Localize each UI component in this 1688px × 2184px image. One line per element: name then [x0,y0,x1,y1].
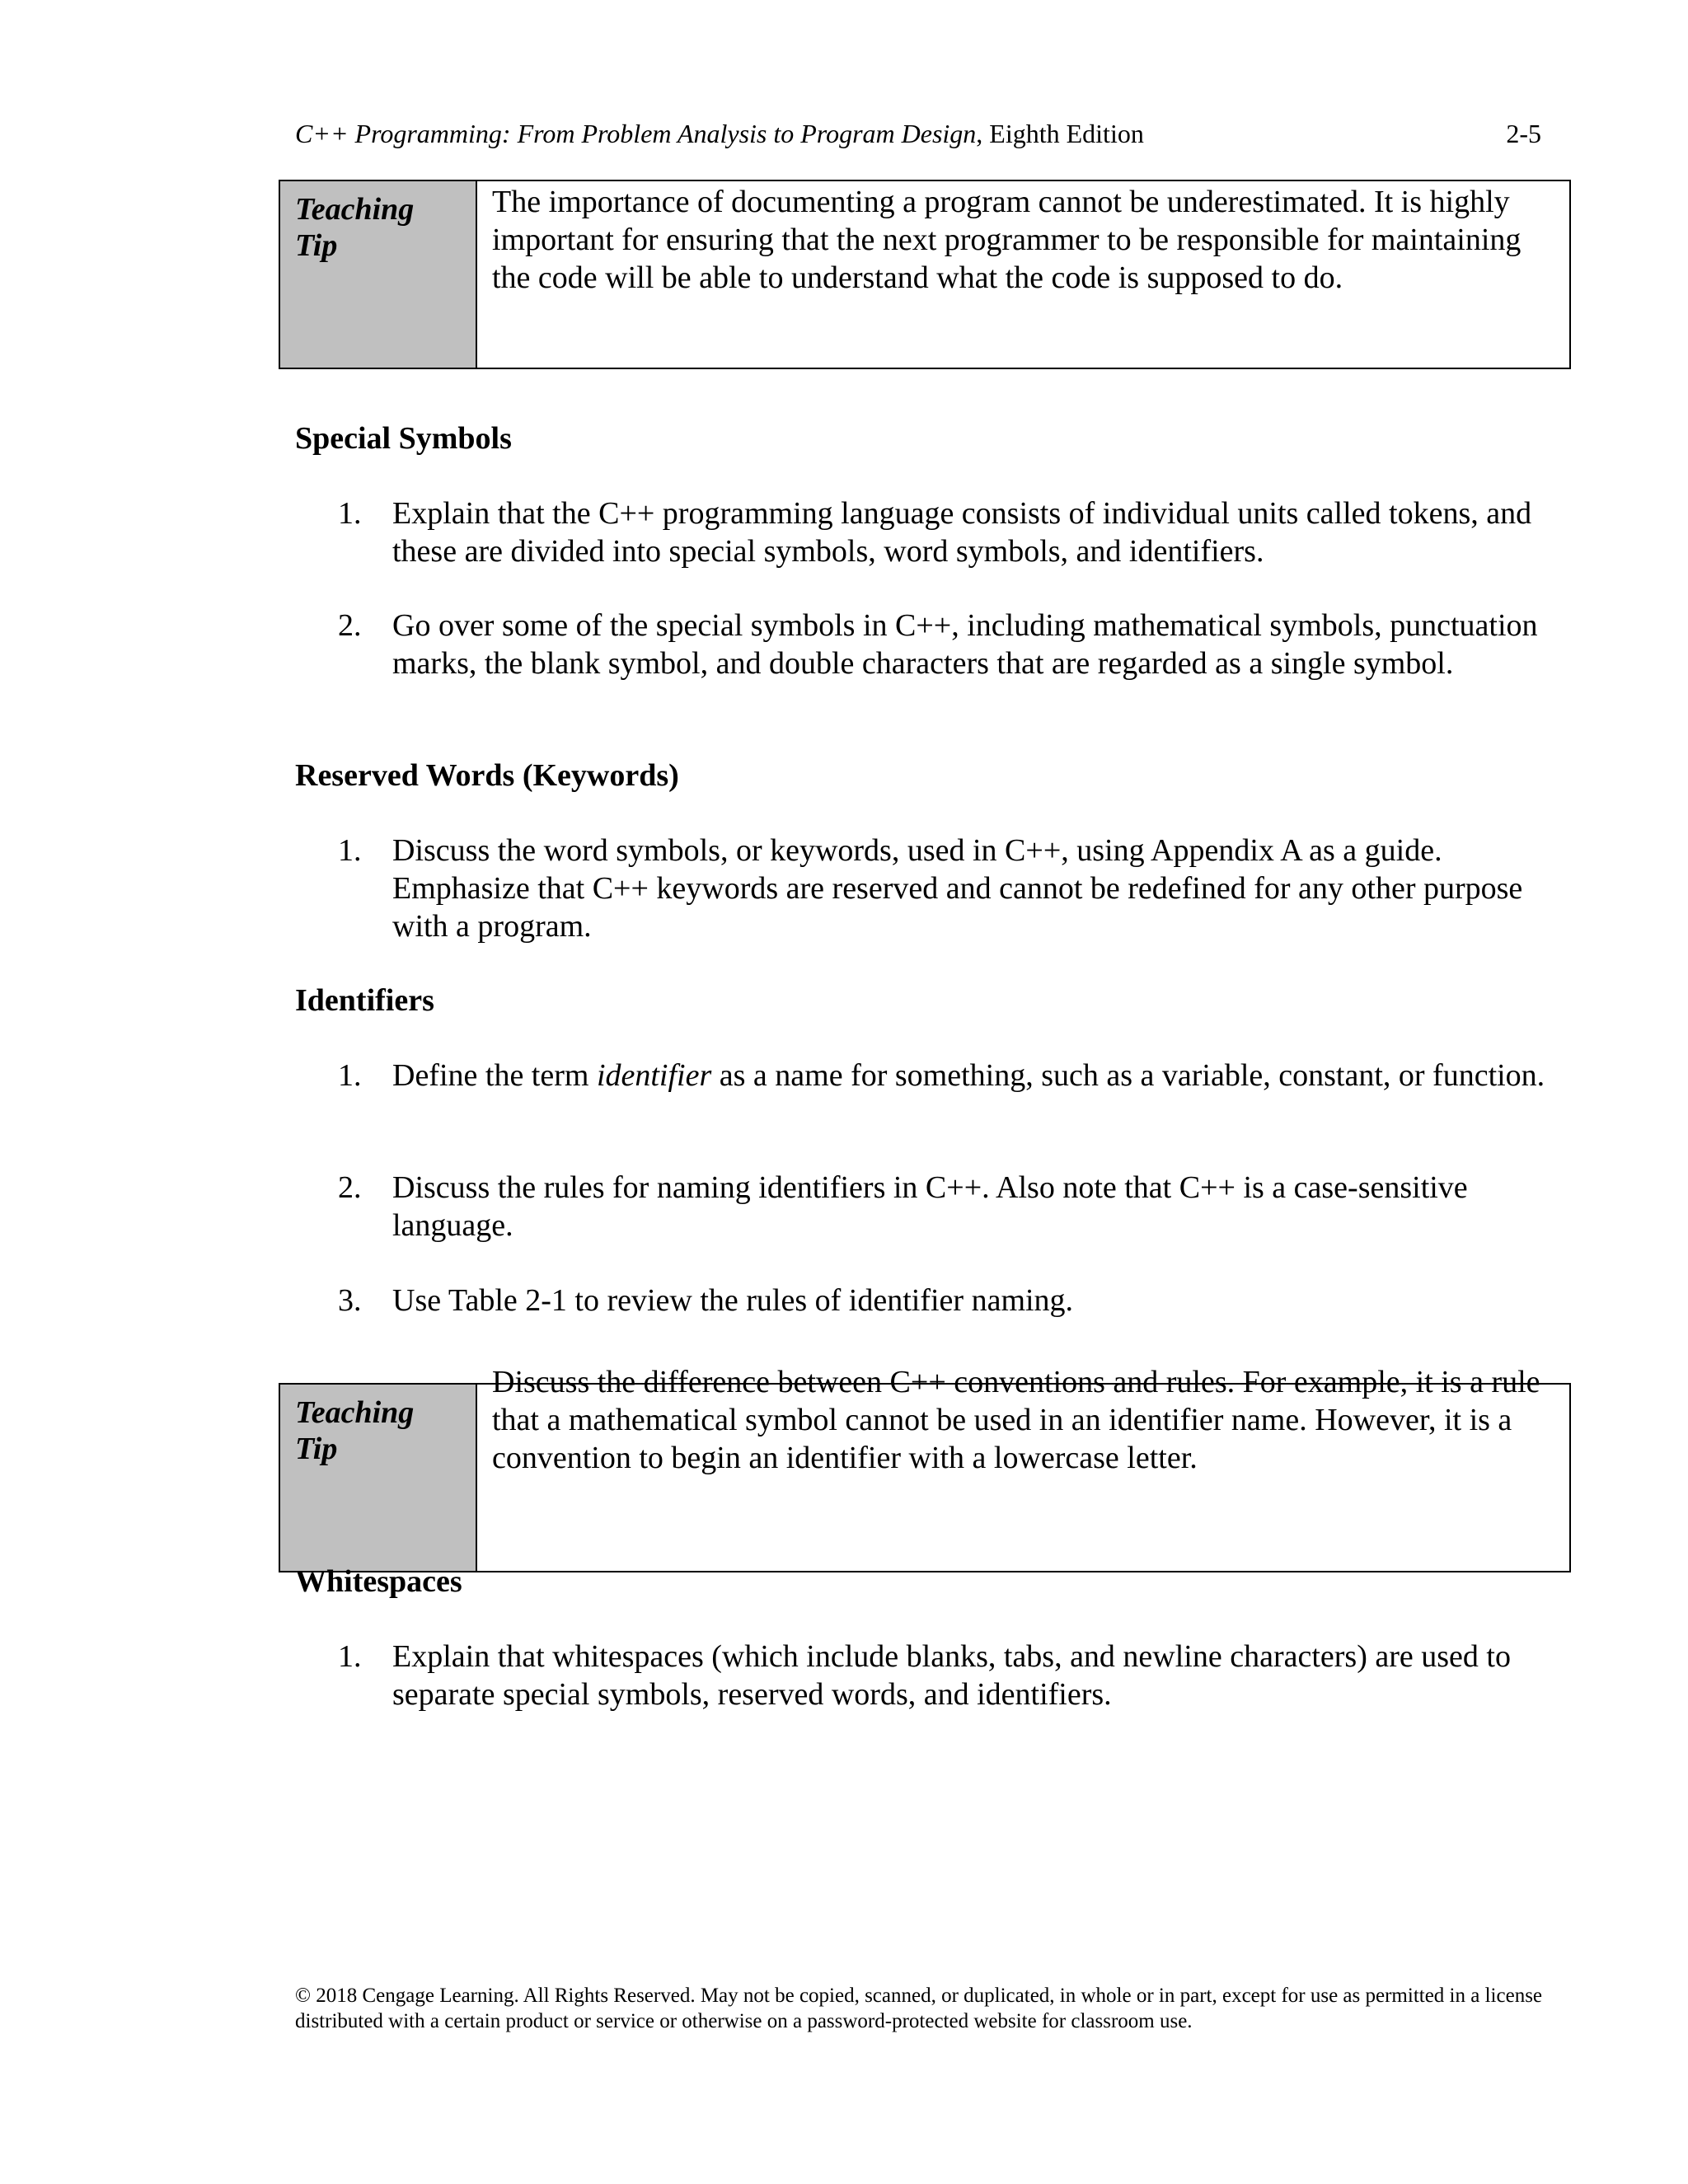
teaching-tip-label: Teaching Tip [280,181,477,368]
term-identifier: identifier [596,1058,712,1093]
list-item [338,494,1550,570]
list-item-text: Explain that whitespaces (which include blanks, tabs, and newline characters) are used to separate special symbols, reserved words, and identifiers. [392,1639,1511,1712]
book-title: C++ Programming: From Problem Analysis to Program Design [295,119,977,148]
list-item-text: Discuss the rules for naming identifiers in C++. Also note that C++ is a case-sensitive language. [392,1170,1468,1243]
teaching-tip-text: Discuss the difference between C++ conventions and rules. For example, it is a rule that a mathematical symbol cannot be used in an identifier name. However, it is a convention to begin an identifier with a lowercase letter. [492,1365,1540,1475]
teaching-tip-label: Teaching Tip [280,1385,477,1571]
page-header [295,117,1541,150]
teaching-tip-box-1 [279,180,1571,369]
list-item-text: Go over some of the special symbols in C++, including mathematical symbols, punctuation marks, the blank symbol, and double characters that are regarded as a single symbol. [392,608,1538,681]
list-item-number: 1. [338,1058,362,1093]
list-item [338,1282,1550,1319]
list-item-number: 2. [338,1170,362,1205]
page-number: 2-5 [1506,119,1541,148]
book-edition: , Eighth Edition [976,119,1144,148]
teaching-tip-box-2 [279,1365,1571,1572]
list-item-text: Explain that the C++ programming language consists of individual units called tokens, and these are divided into special symbols, word symbols, and identifiers. [392,496,1532,569]
section-heading-whitespaces: Whitespaces [295,1564,462,1599]
list-item-text-part: as a name for something, such as a variable, constant, or function. [711,1058,1545,1093]
section-heading-special-symbols: Special Symbols [295,421,512,456]
list-item-number: 1. [338,1639,362,1674]
list-item [338,832,1550,945]
list-item-text [392,1057,1550,1094]
list-item-text-part: Define the term [392,1058,597,1093]
section-heading-reserved-words: Reserved Words (Keywords) [295,758,679,793]
list-item-number: 2. [338,608,362,643]
teaching-tip-text: The importance of documenting a program cannot be underestimated. It is highly important for ensuring that the next programmer to be responsible for maintaining the code will be able to understand what the code is supposed to do. [492,185,1522,295]
list-item-text: Discuss the word symbols, or keywords, used in C++, using Appendix A as a guide. Emphasize that C++ keywords are reserved and cannot be redefined for any other purpose with a program. [392,833,1523,944]
list-item-number: 1. [338,833,362,868]
list-item [338,607,1550,682]
list-item [338,1638,1550,1713]
list-item-number: 3. [338,1283,362,1318]
list-item-number: 1. [338,496,362,531]
section-heading-identifiers: Identifiers [295,983,434,1018]
list-item-text: Use Table 2-1 to review the rules of identifier naming. [392,1283,1074,1318]
copyright-footer: © 2018 Cengage Learning. All Rights Reserved. May not be copied, scanned, or duplicated, in whole or in part, except for use as permitted in a license distributed with a certain product or service or otherwise on a password-protected website for classroom use. [295,1985,1543,2032]
list-item [338,1169,1550,1244]
list-item [338,1057,1550,1094]
